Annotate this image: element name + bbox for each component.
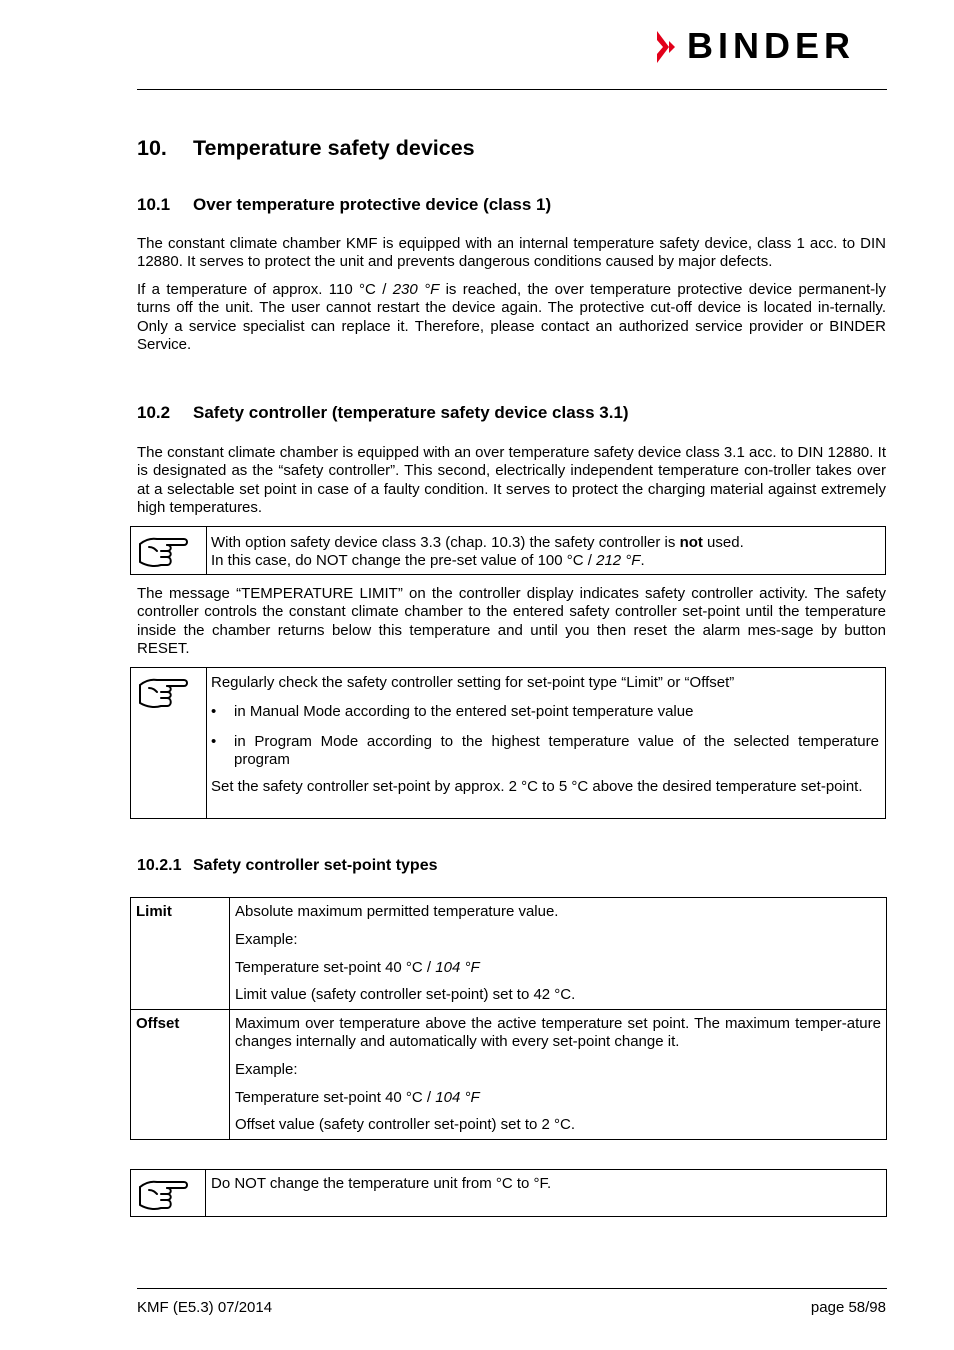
note-hand-cell: [131, 1170, 206, 1216]
section-10-2-1-title: Safety controller set-point types: [193, 857, 438, 874]
section-10-1-heading: [137, 195, 551, 215]
chapter-number: 10.: [137, 136, 167, 160]
note-1-text: [211, 534, 879, 571]
pointing-hand-icon: [137, 1175, 195, 1213]
row-example-label: Example:: [235, 1060, 298, 1078]
table-row: [131, 898, 887, 1010]
note-2-intro: Regularly check the safety controller setting for set-point type “Limit” or “Offset”: [211, 674, 735, 691]
note-1-line-2: [211, 552, 879, 570]
table-value-cell: [230, 1009, 887, 1139]
chapter-title: Temperature safety devices: [193, 136, 475, 160]
section-10-1-number: 10.1: [137, 195, 171, 214]
footer-rule: [137, 1288, 887, 1289]
section-10-2-1-heading: [137, 857, 438, 875]
note-2-bullet-2-text: in Program Mode according to the highest temperature value of the selected temperature program: [234, 732, 879, 768]
note-3-text: Do NOT change the temperature unit from °C to °F.: [211, 1175, 552, 1192]
note-hand-cell: [131, 527, 207, 574]
section-10-1-paragraph-2: [137, 281, 886, 354]
section-10-2-paragraph-2: The message “TEMPERATURE LIMIT” on the controller display indicates safety controller activity. The safety controller controls the constant climate chamber to the entered safety controller set-point until the temperature inside the chamber returns below this temperature and until you then reset the alarm mes-sage by button RESET.: [137, 585, 886, 657]
note-2-outro: Set the safety controller set-point by approx. 2 °C to 5 °C above the desired temperature set-point.: [211, 778, 863, 796]
note-2-bullet-1-text: in Manual Mode according to the entered set-point temperature value: [234, 703, 694, 721]
table-row: [131, 1009, 887, 1139]
table-key-cell: Offset: [131, 1009, 230, 1139]
section-10-2-paragraph-1: The constant climate chamber is equipped with an over temperature safety device class 3.1 acc. to DIN 12880. It is designated as the “safety controller”. This second, electrically independent temperature con-troller takes over at a selectable set point in case of a faulty condition. It serves to protect the charging material against extremely high temperatures.: [137, 444, 886, 516]
note-box-temperature-unit: [130, 1169, 887, 1217]
table-value-cell: [230, 898, 887, 1010]
section-10-2-heading: [137, 403, 629, 423]
footer-doc-id: KMF (E5.3) 07/2014: [137, 1299, 273, 1316]
section-10-2-1-number: 10.2.1: [137, 857, 182, 874]
section-10-1-paragraph-1: The constant climate chamber KMF is equipped with an internal temperature safety device, class 1 acc. to DIN 12880. It serves to protect the unit and prevents dangerous conditions caused by major defects.: [137, 235, 886, 271]
note-2-text: [211, 674, 879, 796]
row-example: [235, 1089, 881, 1107]
note-1-line2-a: In this case, do NOT change the pre-set value of 100 °C /: [211, 552, 597, 570]
bullet-dot-icon: •: [211, 703, 217, 721]
note-1-bold: not: [679, 534, 703, 551]
row-example-fahrenheit: 104 °F: [435, 958, 480, 976]
row-example: [235, 959, 881, 977]
note-1-line2-b: .: [640, 552, 645, 570]
note-1-text-b: used.: [702, 534, 744, 551]
note-1-fahrenheit: 212 °F: [596, 552, 641, 570]
binder-logo: [655, 25, 887, 66]
note-2-bullet-2: [211, 733, 879, 770]
row-example-text: Temperature set-point 40 °C /: [235, 958, 436, 976]
row-description: Maximum over temperature above the active temperature set point. The maximum temper-ature changes internally and automatically with every set-point change it.: [235, 1014, 881, 1050]
row-result: Offset value (safety controller set-point) set to 2 °C.: [235, 1116, 576, 1134]
row-example-label: Example:: [235, 930, 298, 948]
row-example-fahrenheit: 104 °F: [435, 1088, 480, 1106]
note-hand-cell: [131, 668, 207, 818]
note-box-regular-check: [130, 667, 886, 819]
set-point-types-table: [130, 897, 887, 1140]
table-key-cell: Limit: [131, 898, 230, 1010]
note-1-text-a: With option safety device class 3.3 (chap. 10.3) the safety controller is: [211, 534, 680, 551]
section-10-1-title: Over temperature protective device (class 1): [193, 195, 552, 214]
note-1-line-1: [211, 534, 879, 552]
row-description: Absolute maximum permitted temperature value.: [235, 903, 559, 920]
bullet-dot-icon: •: [211, 732, 217, 750]
row-example-text: Temperature set-point 40 °C /: [235, 1088, 436, 1106]
section-10-2-title: Safety controller (temperature safety device class 3.1): [193, 403, 629, 422]
brand-name: BINDER: [687, 25, 856, 66]
para2-text-b: is reached, the over temperature protective device permanent-ly turns off the unit. The user cannot restart the device again. The protective cut-off device is located in-ternally. Only a service specialist can replace it. Therefore, please contact an authorized service provider or BINDER Service.: [137, 281, 886, 353]
pointing-hand-icon: [137, 532, 195, 570]
row-result: Limit value (safety controller set-point) set to 42 °C.: [235, 986, 576, 1004]
para2-fahrenheit: 230 °F: [392, 281, 440, 298]
para2-text-a: If a temperature of approx. 110 °C /: [137, 281, 393, 298]
footer-page-number: page 58/98: [810, 1299, 886, 1316]
section-10-2-number: 10.2: [137, 403, 171, 422]
pointing-hand-icon: [137, 673, 195, 711]
header-rule: [137, 89, 887, 90]
chapter-heading: [137, 136, 475, 161]
note-2-bullet-1: [211, 703, 879, 721]
note-box-safety-option: [130, 526, 886, 575]
